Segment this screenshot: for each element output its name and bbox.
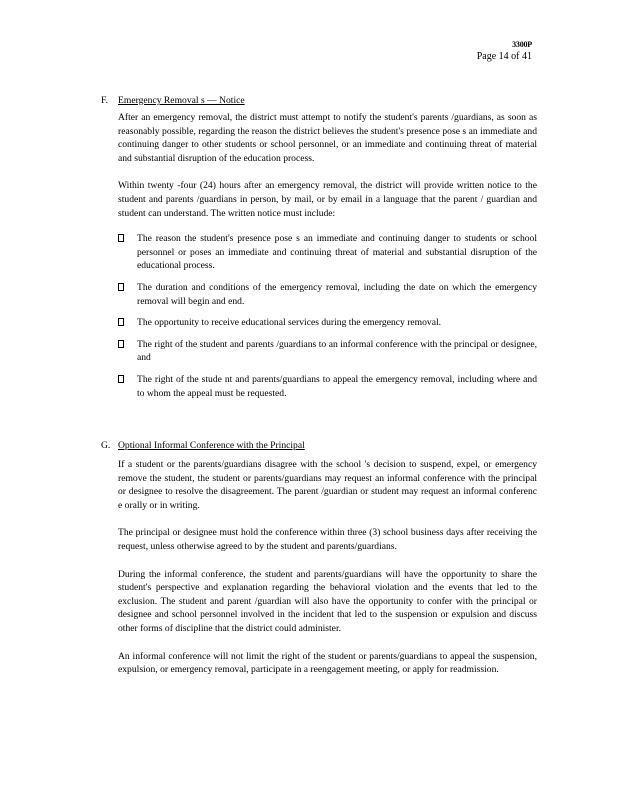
- section-f-title: Emergency Removal s — Notice: [118, 95, 245, 106]
- bullet-marker: [118, 340, 124, 348]
- bullet-marker: [118, 318, 124, 326]
- list-item-text: The reason the student's presence pose s an immediate and continuing danger to students or school personnel or poses an immediate and continuing threat of material and substantial disruption of the educational process.: [137, 233, 537, 272]
- bullet-marker: [118, 234, 124, 242]
- section-g-paragraph: An informal conference will not limit the right of the student or parents/guardians to appeal the suspension, expulsion, or emergency removal, participate in a reengagement meeting, or apply for readmission.: [118, 650, 537, 676]
- list-item: [101, 232, 537, 273]
- page-number: Page 14 of 41: [476, 51, 532, 62]
- section-f-letter: F.: [101, 95, 108, 106]
- section-f-paragraph: Within twenty -four (24) hours after an emergency removal, the district will provide written notice to the student and parents /guardians in person, by mail, or by email in a language that the parent / guardian and student can understand. The written notice must include:: [118, 180, 537, 219]
- list-item: [101, 316, 537, 330]
- list-item-text: The duration and conditions of the emergency removal, including the date on which the emergency removal will begin and end.: [137, 281, 537, 307]
- section-g-paragraph: If a student or the parents/guardians disagree with the school 's decision to suspend, expel, or emergency remove the student, the student or parents/guardians may request an informal conference with the principal or designee to resolve the disagreement. The parent /guardian or student may request an informal conferenc e orally or in writing.: [118, 459, 537, 511]
- bullet-marker: [118, 375, 124, 383]
- section-g-heading: [101, 439, 537, 454]
- document-id: 3300P: [512, 40, 532, 49]
- section-g: [101, 439, 537, 677]
- list-item-text: The opportunity to receive educational services during the emergency removal.: [137, 317, 442, 329]
- section-g-paragraph: During the informal conference, the student and parents/guardians will have the opportunity to share the student's perspective and explanation regarding the behavioral violation and the events that led to the exclusion. The student and parent /guardian will also have the opportunity to confer with the principal or designee and school personnel involved in the incident that led to the suspension or expulsion and discuss other forms of discipline that the district could administer.: [118, 568, 537, 634]
- section-f: [101, 94, 537, 400]
- section-g-title: Optional Informal Conference with the Principal: [118, 440, 305, 451]
- list-item: [101, 338, 537, 365]
- list-item: [101, 281, 537, 308]
- section-g-paragraph: The principal or designee must hold the conference within three (3) school business days after receiving the request, unless otherwise agreed to by the student and parents/guardians.: [118, 527, 537, 552]
- bullet-marker: [118, 283, 124, 291]
- list-item-text: The right of the stude nt and parents/guardians to appeal the emergency removal, including where and to whom the appeal must be requested.: [137, 373, 537, 399]
- notice-requirements-list: [101, 232, 537, 400]
- list-item: [101, 373, 537, 400]
- section-f-paragraph: After an emergency removal, the district must attempt to notify the student's parents /guardians, as soon as reasonably possible, regarding the reason the district believes the student's presence pose s an immediate and continuing danger to other students or school personnel, or an immediate and continuing threat of material and substantial disruption of the education process.: [118, 112, 537, 164]
- list-item-text: The right of the student and parents /guardians to an informal conference with the principal or designee, and: [137, 338, 537, 364]
- section-f-heading: [101, 94, 537, 109]
- section-g-letter: G.: [101, 440, 111, 451]
